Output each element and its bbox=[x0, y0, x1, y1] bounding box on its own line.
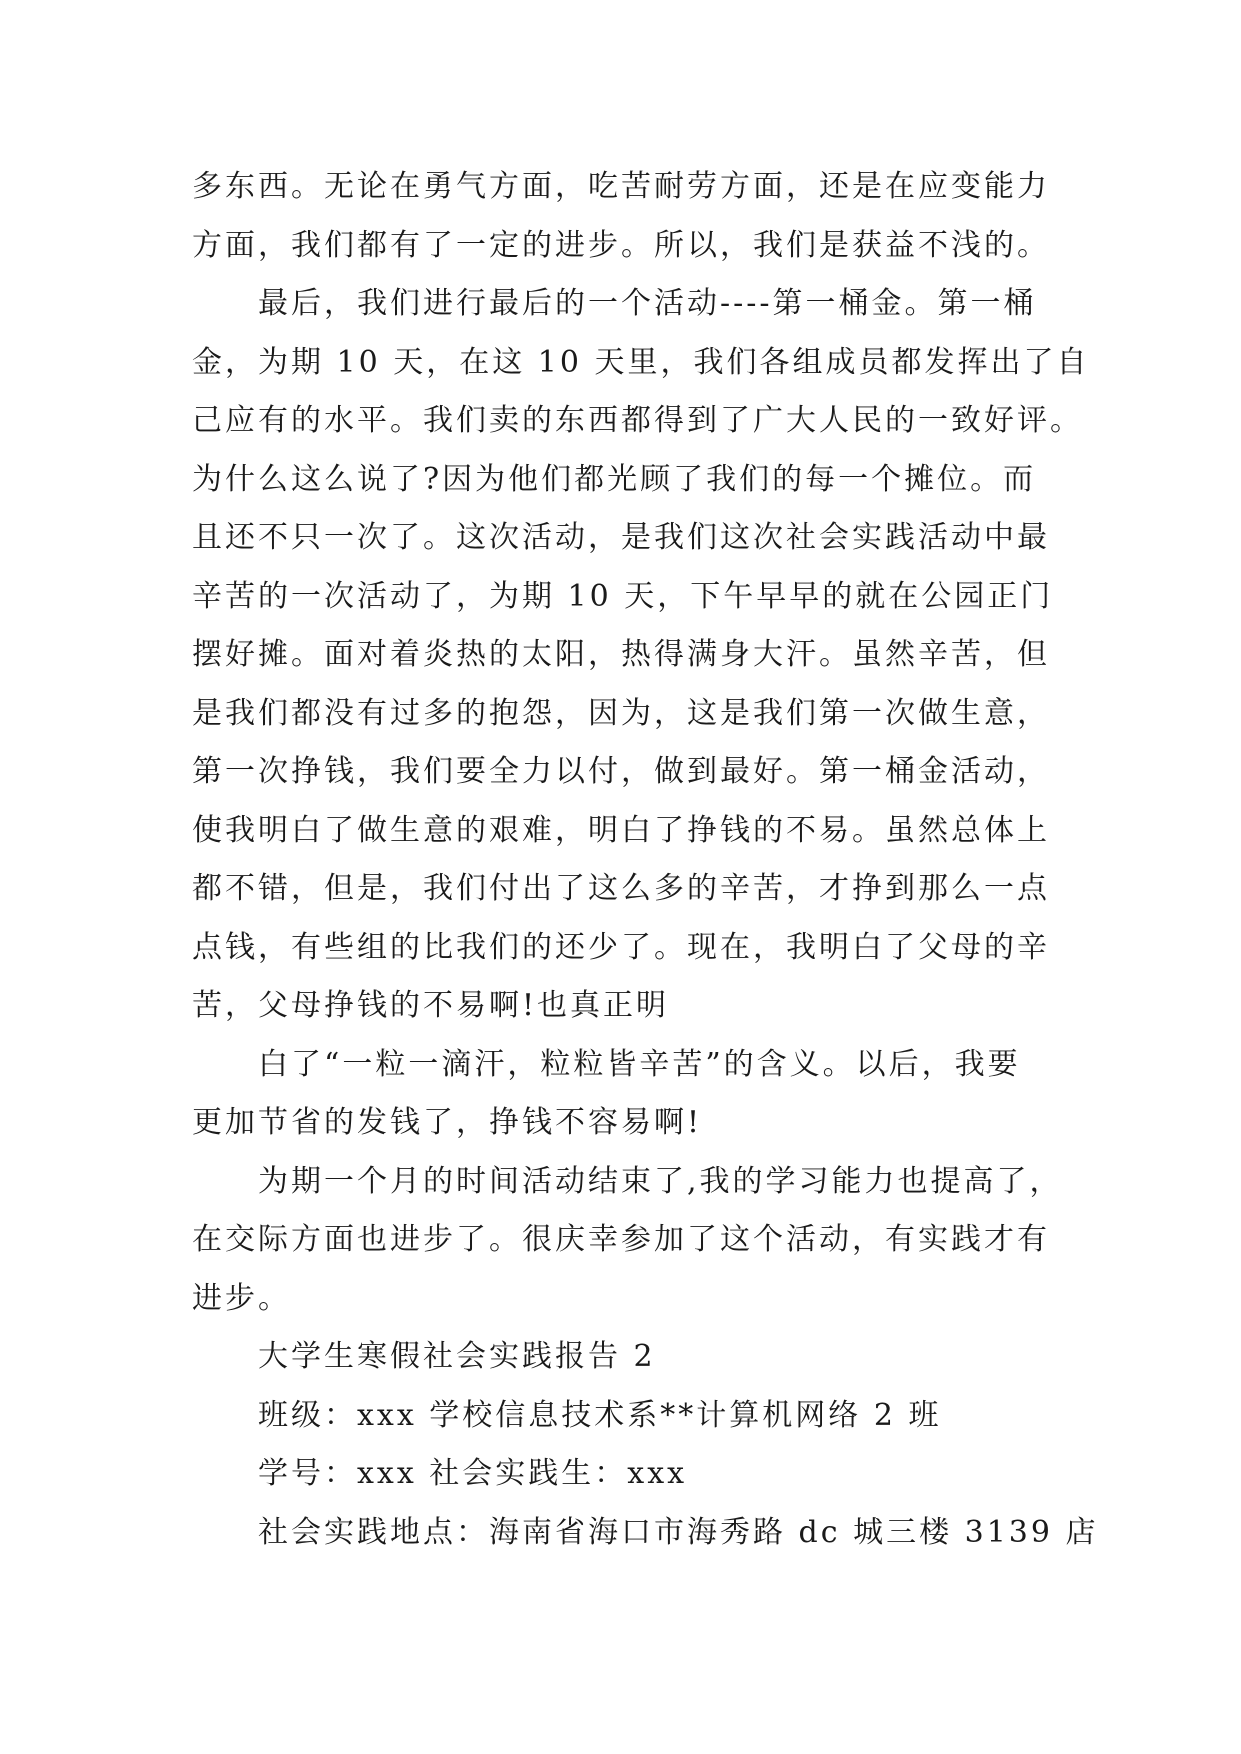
report-title: 大学生寒假社会实践报告 2 bbox=[258, 1339, 656, 1374]
practice-location: 社会实践地点：海南省海口市海秀路 dc 城三楼 3139 店 bbox=[258, 1514, 1099, 1550]
text-line: 在交际方面也进步了。很庆幸参加了这个活动，有实践才有 bbox=[192, 1222, 1050, 1257]
text-line: 己应有的水平。我们卖的东西都得到了广大人民的一致好评。 bbox=[192, 403, 1083, 438]
text-line: 使我明白了做生意的艰难，明白了挣钱的不易。虽然总体上 bbox=[192, 812, 1050, 848]
text-line: 方面，我们都有了一定的进步。所以，我们是获益不浅的。 bbox=[192, 227, 1050, 263]
text-line: 苦，父母挣钱的不易啊!也真正明 bbox=[192, 988, 670, 1023]
paragraph-start-line: 最后，我们进行最后的一个活动----第一桶金。第一桶 bbox=[258, 286, 1037, 321]
text-line: 进步。 bbox=[192, 1280, 291, 1316]
text-line: 第一次挣钱，我们要全力以付，做到最好。第一桶金活动， bbox=[192, 754, 1050, 789]
class-info: 班级：xxx 学校信息技术系**计算机网络 2 班 bbox=[258, 1397, 942, 1433]
text-line: 更加节省的发钱了，挣钱不容易啊! bbox=[192, 1105, 703, 1140]
text-line: 多东西。无论在勇气方面，吃苦耐劳方面，还是在应变能力 bbox=[192, 169, 1050, 204]
paragraph-start-line: 白了“一粒一滴汗，粒粒皆辛苦”的含义。以后，我要 bbox=[258, 1046, 1021, 1082]
text-line: 摆好摊。面对着炎热的太阳，热得满身大汗。虽然辛苦，但 bbox=[192, 637, 1050, 672]
text-line: 为什么这么说了?因为他们都光顾了我们的每一个摊位。而 bbox=[192, 461, 1037, 497]
text-line: 金，为期 10 天，在这 10 天里，我们各组成员都发挥出了自 bbox=[192, 344, 1090, 380]
text-line: 是我们都没有过多的抱怨，因为，这是我们第一次做生意， bbox=[192, 695, 1050, 731]
text-line: 辛苦的一次活动了，为期 10 天，下午早早的就在公园正门 bbox=[192, 578, 1054, 614]
text-line: 且还不只一次了。这次活动，是我们这次社会实践活动中最 bbox=[192, 520, 1050, 555]
student-info: 学号：xxx 社会实践生：xxx bbox=[258, 1456, 688, 1491]
text-line: 都不错，但是，我们付出了这么多的辛苦，才挣到那么一点 bbox=[192, 871, 1050, 906]
paragraph-start-line: 为期一个月的时间活动结束了,我的学习能力也提高了， bbox=[258, 1163, 1063, 1199]
document-page bbox=[192, 158, 1099, 1562]
text-line: 点钱，有些组的比我们的还少了。现在，我明白了父母的辛 bbox=[192, 929, 1050, 965]
